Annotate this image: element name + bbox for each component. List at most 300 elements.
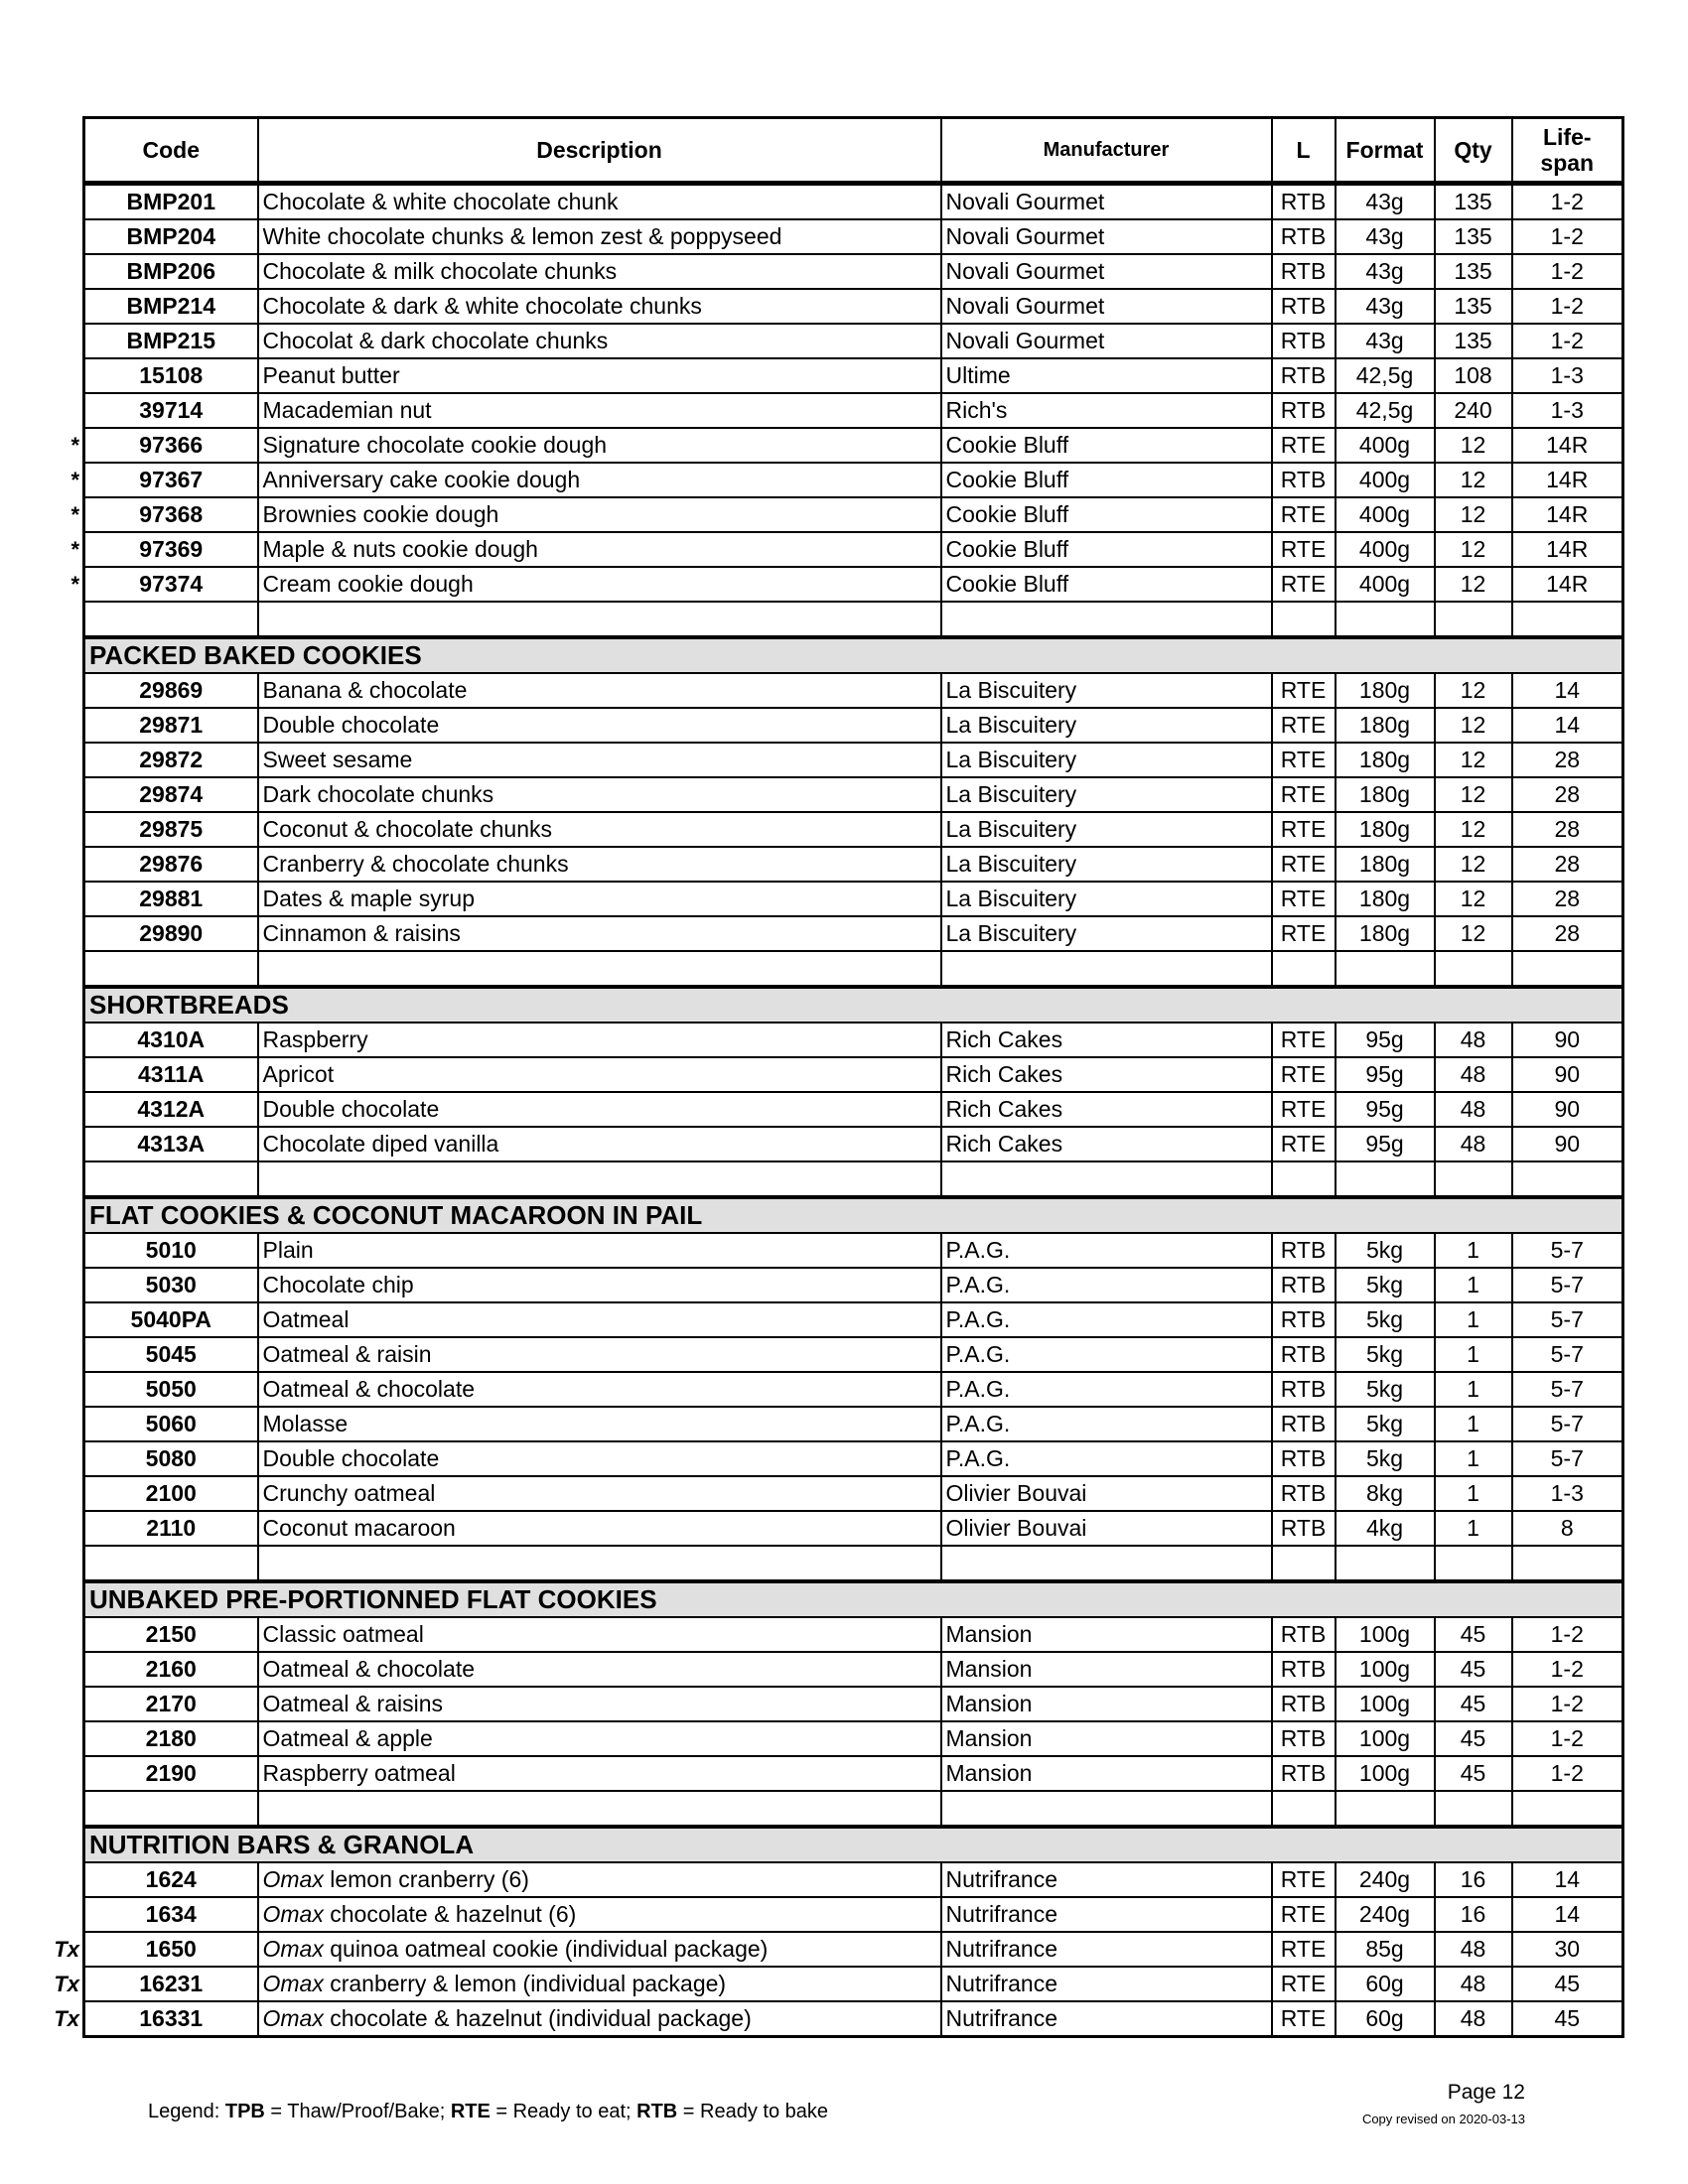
description-text: Oatmeal	[262, 1306, 350, 1332]
format-cell: 180g	[1336, 882, 1435, 916]
format-cell: 5kg	[1336, 1441, 1435, 1476]
description-text: Oatmeal & chocolate	[262, 1656, 476, 1682]
code-cell	[84, 1092, 258, 1127]
qty-cell: 16	[1435, 1862, 1512, 1897]
description-text: Oatmeal & chocolate	[262, 1376, 476, 1402]
code-text: 29890	[139, 920, 204, 946]
lifespan-cell: 1-2	[1512, 289, 1623, 324]
table-row	[84, 358, 1623, 393]
description-cell	[258, 708, 941, 743]
table-row	[84, 847, 1623, 882]
description-cell	[258, 428, 941, 463]
l-cell: RTE	[1272, 743, 1336, 777]
empty-cell	[258, 951, 941, 987]
l-cell: RTB	[1272, 1687, 1336, 1721]
l-cell: RTE	[1272, 1967, 1336, 2001]
code-text: 5045	[145, 1341, 197, 1367]
l-cell: RTB	[1272, 1337, 1336, 1372]
l-cell: RTB	[1272, 1721, 1336, 1756]
format-cell: 400g	[1336, 497, 1435, 532]
lifespan-cell: 14	[1512, 1862, 1623, 1897]
code-text: 29872	[139, 747, 204, 772]
empty-cell	[1336, 602, 1435, 637]
qty-cell: 1	[1435, 1337, 1512, 1372]
legend-rte: RTE	[450, 2101, 491, 2122]
description-cell	[258, 219, 941, 254]
description-text: Chocolate & milk chocolate chunks	[262, 258, 618, 284]
section-header-row	[84, 1197, 1623, 1233]
description-text: Brownies cookie dough	[262, 501, 499, 527]
l-cell: RTE	[1272, 1023, 1336, 1057]
brand-name: Omax	[262, 1901, 324, 1927]
description-text: Cinnamon & raisins	[262, 920, 461, 946]
code-text: 16231	[139, 1971, 204, 1996]
l-cell: RTB	[1272, 289, 1336, 324]
format-cell: 180g	[1336, 708, 1435, 743]
format-cell: 180g	[1336, 916, 1435, 951]
table-row	[84, 1897, 1623, 1932]
qty-cell: 1	[1435, 1407, 1512, 1441]
lifespan-cell: 28	[1512, 916, 1623, 951]
manufacturer-cell: Mansion	[941, 1617, 1272, 1652]
section-header-row	[84, 637, 1623, 673]
empty-cell	[1336, 951, 1435, 987]
code-cell	[84, 219, 258, 254]
table-body	[54, 184, 1623, 2037]
brand-name: Omax	[262, 2005, 324, 2031]
lifespan-cell: 5-7	[1512, 1407, 1623, 1441]
description-cell	[258, 289, 941, 324]
qty-cell: 12	[1435, 497, 1512, 532]
lifespan-cell: 14R	[1512, 567, 1623, 602]
manufacturer-cell: Cookie Bluff	[941, 532, 1272, 567]
manufacturer-cell: Nutrifrance	[941, 1967, 1272, 2001]
format-cell: 240g	[1336, 1897, 1435, 1932]
description-text: Chocolat & dark chocolate chunks	[262, 328, 609, 353]
code-cell	[84, 1652, 258, 1687]
table-row	[84, 1756, 1623, 1791]
code-text: 2100	[145, 1480, 197, 1506]
lifespan-cell: 28	[1512, 777, 1623, 812]
code-cell	[84, 254, 258, 289]
legend-rte-def: = Ready to eat;	[490, 2101, 637, 2122]
format-cell: 180g	[1336, 847, 1435, 882]
lifespan-cell: 90	[1512, 1127, 1623, 1161]
description-cell	[258, 463, 941, 497]
description-text: White chocolate chunks & lemon zest & poppyseed	[262, 223, 782, 249]
lifespan-cell: 1-3	[1512, 1476, 1623, 1511]
table-row	[84, 1617, 1623, 1652]
row-mark: *	[70, 572, 79, 597]
table-row	[84, 428, 1623, 463]
lifespan-cell: 28	[1512, 847, 1623, 882]
l-cell: RTE	[1272, 847, 1336, 882]
format-cell: 5kg	[1336, 1302, 1435, 1337]
blank-row	[84, 1161, 1623, 1197]
table-row	[84, 743, 1623, 777]
qty-cell: 135	[1435, 289, 1512, 324]
description-text: Banana & chocolate	[262, 677, 468, 703]
format-cell: 5kg	[1336, 1268, 1435, 1302]
format-cell: 43g	[1336, 289, 1435, 324]
description-cell	[258, 1511, 941, 1546]
qty-cell: 12	[1435, 428, 1512, 463]
legend-prefix: Legend:	[148, 2101, 225, 2122]
description-text: Oatmeal & raisins	[262, 1691, 444, 1716]
l-cell: RTE	[1272, 673, 1336, 708]
table-row	[84, 1652, 1623, 1687]
description-text: Chocolate & white chocolate chunk	[262, 189, 619, 214]
l-cell: RTB	[1272, 358, 1336, 393]
description-text: Signature chocolate cookie dough	[262, 432, 608, 458]
lifespan-cell: 1-3	[1512, 393, 1623, 428]
qty-cell: 48	[1435, 2001, 1512, 2037]
lifespan-cell: 1-2	[1512, 1721, 1623, 1756]
qty-cell: 12	[1435, 567, 1512, 602]
empty-cell	[1272, 602, 1336, 637]
code-cell	[84, 289, 258, 324]
description-text: Cranberry & chocolate chunks	[262, 851, 569, 877]
code-text: BMP204	[126, 223, 215, 249]
table-row	[84, 882, 1623, 916]
empty-cell	[1512, 1161, 1623, 1197]
description-cell	[258, 1476, 941, 1511]
lifespan-cell: 1-2	[1512, 1652, 1623, 1687]
format-cell: 100g	[1336, 1687, 1435, 1721]
table-row	[84, 1721, 1623, 1756]
lifespan-cell: 8	[1512, 1511, 1623, 1546]
lifespan-cell: 1-2	[1512, 324, 1623, 358]
manufacturer-cell: P.A.G.	[941, 1372, 1272, 1407]
empty-cell	[1336, 1791, 1435, 1827]
manufacturer-cell: Novali Gourmet	[941, 254, 1272, 289]
description-cell	[258, 1372, 941, 1407]
row-mark: *	[70, 502, 79, 527]
table-row	[84, 916, 1623, 951]
table-row	[84, 254, 1623, 289]
revision-date: Copy revised on 2020-03-13	[1361, 2112, 1525, 2126]
table-row	[84, 1476, 1623, 1511]
lifespan-cell: 30	[1512, 1932, 1623, 1967]
manufacturer-cell: Novali Gourmet	[941, 219, 1272, 254]
description-cell	[258, 812, 941, 847]
lifespan-cell: 5-7	[1512, 1233, 1623, 1268]
format-cell: 100g	[1336, 1617, 1435, 1652]
description-cell	[258, 184, 941, 220]
description-cell	[258, 777, 941, 812]
qty-cell: 135	[1435, 324, 1512, 358]
format-cell: 95g	[1336, 1127, 1435, 1161]
code-cell	[84, 1441, 258, 1476]
manufacturer-cell: La Biscuitery	[941, 673, 1272, 708]
lifespan-cell: 14R	[1512, 497, 1623, 532]
qty-cell: 48	[1435, 1023, 1512, 1057]
description-cell	[258, 673, 941, 708]
format-cell: 400g	[1336, 463, 1435, 497]
format-cell: 95g	[1336, 1092, 1435, 1127]
description-text: Double chocolate	[262, 1096, 440, 1122]
l-cell: RTB	[1272, 1756, 1336, 1791]
code-text: BMP215	[126, 328, 215, 353]
code-cell	[84, 708, 258, 743]
code-text: 29881	[139, 886, 204, 911]
code-text: 2170	[145, 1691, 197, 1716]
description-cell	[258, 1268, 941, 1302]
manufacturer-cell: Mansion	[941, 1687, 1272, 1721]
qty-cell: 135	[1435, 184, 1512, 220]
l-cell: RTE	[1272, 532, 1336, 567]
description-text: Raspberry oatmeal	[262, 1760, 456, 1786]
code-text: 1634	[145, 1901, 197, 1927]
code-text: 29871	[139, 712, 204, 738]
manufacturer-cell: Novali Gourmet	[941, 324, 1272, 358]
manufacturer-cell: Mansion	[941, 1721, 1272, 1756]
code-text: 29869	[139, 677, 204, 703]
manufacturer-cell: Rich Cakes	[941, 1057, 1272, 1092]
format-cell: 43g	[1336, 254, 1435, 289]
code-text: 16331	[139, 2005, 204, 2031]
code-text: 29875	[139, 816, 204, 842]
qty-cell: 12	[1435, 463, 1512, 497]
code-cell	[84, 393, 258, 428]
code-cell	[84, 1023, 258, 1057]
description-text: Plain	[262, 1237, 314, 1263]
description-cell	[258, 1057, 941, 1092]
table-row	[84, 1057, 1623, 1092]
qty-cell: 45	[1435, 1756, 1512, 1791]
code-cell	[54, 1967, 258, 2001]
code-cell	[54, 1932, 258, 1967]
format-cell: 42,5g	[1336, 393, 1435, 428]
row-mark: *	[70, 537, 79, 562]
l-cell: RTB	[1272, 1233, 1336, 1268]
header-l: L	[1272, 118, 1336, 184]
l-cell: RTB	[1272, 463, 1336, 497]
empty-cell	[1512, 951, 1623, 987]
code-text: 5010	[145, 1237, 197, 1263]
code-cell	[84, 1721, 258, 1756]
table-row	[84, 1407, 1623, 1441]
l-cell: RTB	[1272, 393, 1336, 428]
description-cell	[258, 1967, 941, 2001]
brand-name: Omax	[262, 1866, 324, 1892]
page-number: Page 12	[1447, 2081, 1525, 2104]
empty-cell	[1272, 1791, 1336, 1827]
format-cell: 5kg	[1336, 1372, 1435, 1407]
description-cell	[258, 1932, 941, 1967]
format-cell: 43g	[1336, 324, 1435, 358]
code-text: 97374	[139, 571, 204, 597]
table-row	[84, 673, 1623, 708]
format-cell: 5kg	[1336, 1337, 1435, 1372]
l-cell: RTB	[1272, 1617, 1336, 1652]
l-cell: RTE	[1272, 1897, 1336, 1932]
description-cell	[258, 358, 941, 393]
description-cell	[258, 254, 941, 289]
manufacturer-cell: Olivier Bouvai	[941, 1476, 1272, 1511]
format-cell: 95g	[1336, 1023, 1435, 1057]
description-text: Crunchy oatmeal	[262, 1480, 436, 1506]
qty-cell: 1	[1435, 1511, 1512, 1546]
manufacturer-cell: Cookie Bluff	[941, 567, 1272, 602]
l-cell: RTE	[1272, 812, 1336, 847]
qty-cell: 12	[1435, 743, 1512, 777]
format-cell: 180g	[1336, 673, 1435, 708]
description-cell	[258, 743, 941, 777]
code-text: 1624	[145, 1866, 197, 1892]
manufacturer-cell: La Biscuitery	[941, 777, 1272, 812]
empty-cell	[1435, 602, 1512, 637]
code-cell	[84, 1372, 258, 1407]
code-cell	[84, 1476, 258, 1511]
blank-row	[84, 602, 1623, 637]
lifespan-cell: 1-2	[1512, 1687, 1623, 1721]
code-cell	[70, 532, 258, 567]
description-cell	[258, 1862, 941, 1897]
description-text: Maple & nuts cookie dough	[262, 536, 538, 562]
table-row	[84, 219, 1623, 254]
qty-cell: 12	[1435, 812, 1512, 847]
lifespan-cell: 14	[1512, 1897, 1623, 1932]
code-text: 29874	[139, 781, 204, 807]
legend-rtb: RTB	[636, 2101, 678, 2122]
description-text: quinoa oatmeal cookie (individual package)	[323, 1936, 769, 1962]
code-text: 2190	[145, 1760, 197, 1786]
code-text: 4310A	[137, 1026, 206, 1052]
format-cell: 43g	[1336, 184, 1435, 220]
table-row	[84, 324, 1623, 358]
lifespan-cell: 14	[1512, 708, 1623, 743]
description-cell	[258, 1617, 941, 1652]
code-cell	[84, 1057, 258, 1092]
lifespan-cell: 1-2	[1512, 1756, 1623, 1791]
description-text: Cream cookie dough	[262, 571, 474, 597]
manufacturer-cell: Cookie Bluff	[941, 463, 1272, 497]
brand-name: Omax	[262, 1971, 324, 1996]
format-cell: 180g	[1336, 812, 1435, 847]
l-cell: RTB	[1272, 1476, 1336, 1511]
table-row	[84, 1967, 1623, 2001]
format-cell: 400g	[1336, 567, 1435, 602]
description-cell	[258, 882, 941, 916]
empty-cell	[84, 1791, 258, 1827]
lifespan-cell: 28	[1512, 812, 1623, 847]
code-cell	[84, 743, 258, 777]
empty-cell	[1272, 1161, 1336, 1197]
format-cell: 400g	[1336, 428, 1435, 463]
manufacturer-cell: Novali Gourmet	[941, 184, 1272, 220]
manufacturer-cell: P.A.G.	[941, 1233, 1272, 1268]
format-cell: 180g	[1336, 777, 1435, 812]
description-cell	[258, 1721, 941, 1756]
format-cell: 100g	[1336, 1756, 1435, 1791]
empty-cell	[84, 951, 258, 987]
empty-cell	[84, 1546, 258, 1581]
table-row	[84, 1511, 1623, 1546]
manufacturer-cell: La Biscuitery	[941, 708, 1272, 743]
section-header-row	[84, 987, 1623, 1023]
lifespan-cell: 1-2	[1512, 219, 1623, 254]
description-cell	[258, 847, 941, 882]
qty-cell: 48	[1435, 1127, 1512, 1161]
code-text: 97366	[139, 432, 204, 458]
format-cell: 100g	[1336, 1721, 1435, 1756]
lifespan-cell: 1-2	[1512, 184, 1623, 220]
code-text: 97369	[139, 536, 204, 562]
code-text: 29876	[139, 851, 204, 877]
table-row	[84, 1687, 1623, 1721]
qty-cell: 108	[1435, 358, 1512, 393]
code-text: 4311A	[137, 1061, 205, 1087]
code-text: 4313A	[137, 1131, 206, 1157]
empty-cell	[258, 1791, 941, 1827]
qty-cell: 12	[1435, 673, 1512, 708]
manufacturer-cell: Nutrifrance	[941, 1897, 1272, 1932]
l-cell: RTB	[1272, 1441, 1336, 1476]
l-cell: RTE	[1272, 428, 1336, 463]
header-description: Description	[258, 118, 941, 184]
code-cell	[70, 463, 258, 497]
table-row	[84, 289, 1623, 324]
description-text: Oatmeal & raisin	[262, 1341, 432, 1367]
description-text: Coconut & chocolate chunks	[262, 816, 553, 842]
description-cell	[258, 1407, 941, 1441]
description-text: Dates & maple syrup	[262, 886, 475, 911]
qty-cell: 240	[1435, 393, 1512, 428]
format-cell: 400g	[1336, 532, 1435, 567]
row-mark: *	[70, 433, 79, 458]
l-cell: RTB	[1272, 1372, 1336, 1407]
description-text: Oatmeal & apple	[262, 1725, 433, 1751]
lifespan-cell: 14	[1512, 673, 1623, 708]
lifespan-cell: 90	[1512, 1023, 1623, 1057]
qty-cell: 12	[1435, 777, 1512, 812]
manufacturer-cell: Cookie Bluff	[941, 428, 1272, 463]
code-text: BMP206	[126, 258, 215, 284]
lifespan-cell: 14R	[1512, 463, 1623, 497]
code-cell	[84, 1268, 258, 1302]
code-cell	[84, 1302, 258, 1337]
format-cell: 8kg	[1336, 1476, 1435, 1511]
description-text: Chocolate chip	[262, 1272, 414, 1297]
lifespan-cell: 1-3	[1512, 358, 1623, 393]
description-text: Classic oatmeal	[262, 1621, 424, 1647]
manufacturer-cell: Cookie Bluff	[941, 497, 1272, 532]
code-cell	[84, 184, 258, 220]
format-cell: 95g	[1336, 1057, 1435, 1092]
format-cell: 100g	[1336, 1652, 1435, 1687]
code-cell	[84, 847, 258, 882]
description-text: Anniversary cake cookie dough	[262, 467, 581, 492]
table-row	[84, 1127, 1623, 1161]
empty-cell	[1435, 1161, 1512, 1197]
blank-row	[84, 1546, 1623, 1581]
table-row	[84, 777, 1623, 812]
format-cell: 85g	[1336, 1932, 1435, 1967]
table-row	[84, 1268, 1623, 1302]
format-cell: 4kg	[1336, 1511, 1435, 1546]
qty-cell: 1	[1435, 1372, 1512, 1407]
description-text: Peanut butter	[262, 362, 400, 388]
legend	[148, 2101, 828, 2123]
header-qty: Qty	[1435, 118, 1512, 184]
code-cell	[84, 324, 258, 358]
description-text: lemon cranberry (6)	[323, 1866, 529, 1892]
qty-cell: 12	[1435, 708, 1512, 743]
code-cell	[70, 428, 258, 463]
code-cell	[70, 497, 258, 532]
table-row	[84, 708, 1623, 743]
